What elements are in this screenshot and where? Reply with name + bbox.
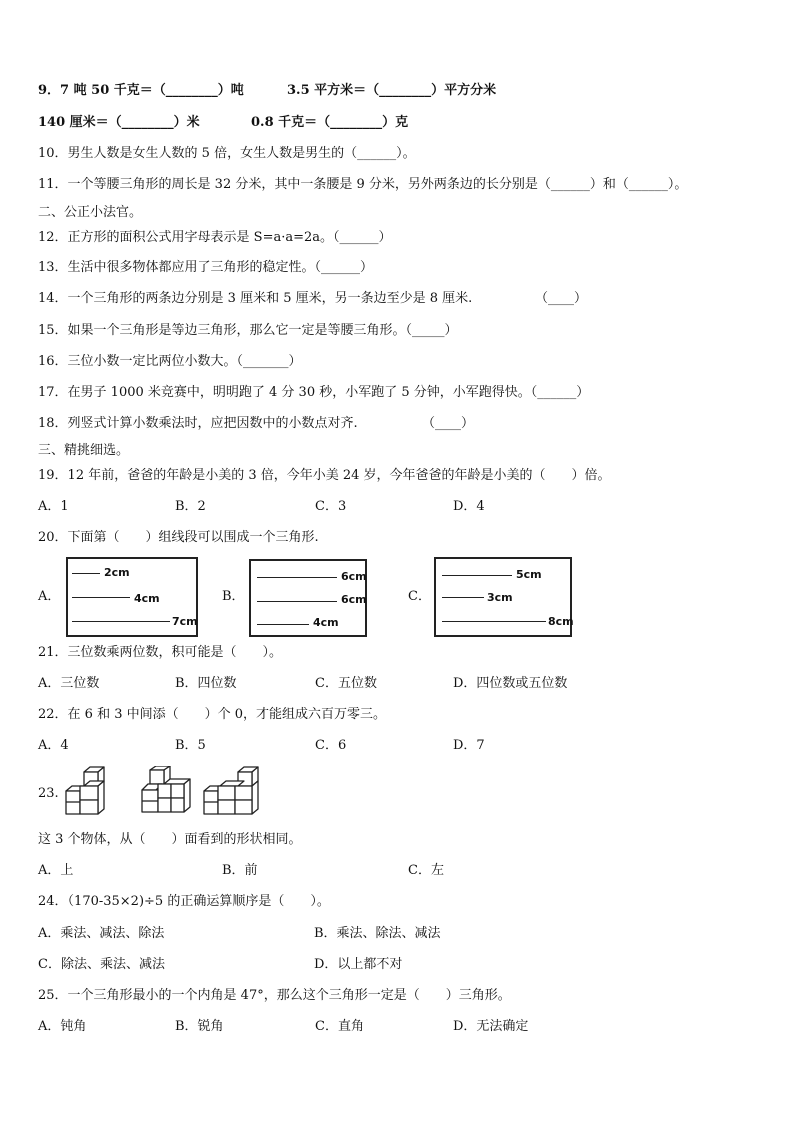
question-18: 18．列竖式计算小数乘法时，应把因数中的小数点对齐. <box>38 416 358 431</box>
q25-option-a: A．钝角 <box>38 1019 87 1034</box>
q20-figure-b <box>249 559 367 637</box>
q21-option-a: A．三位数 <box>38 676 100 691</box>
question-21: 21．三位数乘两位数，积可能是（ ）。 <box>38 645 283 660</box>
segment-label: 3cm <box>487 591 513 604</box>
question-14-blank: （____） <box>535 291 588 306</box>
q19-option-a: A．1 <box>38 499 69 514</box>
q22-option-b: B．5 <box>175 738 206 753</box>
segment-line <box>257 577 337 578</box>
question-9b: 3.5 平方米＝（________）平方分米 <box>287 83 497 98</box>
cube-object-3 <box>204 767 258 814</box>
segment-label: 4cm <box>134 592 160 605</box>
segment-label: 2cm <box>104 566 130 579</box>
q24-option-b: B．乘法、除法、减法 <box>314 926 441 941</box>
segment-label: 8cm <box>548 615 574 628</box>
question-9c: 140 厘米＝（________）米 <box>38 115 200 130</box>
segment-line <box>442 621 546 622</box>
cube-object-2 <box>142 766 190 812</box>
q25-option-b: B．锐角 <box>175 1019 224 1034</box>
segment-line <box>442 597 484 598</box>
question-11: 11．一个等腰三角形的周长是 32 分米，其中一条腰是 9 分米，另外两条边的长分别是（______）和（______）。 <box>38 177 688 192</box>
segment-label: 6cm <box>341 570 367 583</box>
q20-figure-a <box>66 557 198 637</box>
q24-option-d: D．以上都不对 <box>314 957 403 972</box>
question-20: 20．下面第（ ）组线段可以围成一个三角形. <box>38 530 319 545</box>
question-9d: 0.8 千克＝（________）克 <box>251 115 409 130</box>
q20-option-c-label: C． <box>408 589 431 604</box>
q21-option-b: B．四位数 <box>175 676 237 691</box>
q22-option-c: C．6 <box>315 738 347 753</box>
question-10: 10．男生人数是女生人数的 5 倍，女生人数是男生的（______）。 <box>38 146 416 161</box>
q19-option-c: C．3 <box>315 499 347 514</box>
segment-line <box>72 621 170 622</box>
question-16: 16．三位小数一定比两位小数大。（_______） <box>38 354 302 369</box>
segment-label: 6cm <box>341 593 367 606</box>
cube-object-1 <box>66 767 104 814</box>
question-9a: 9．7 吨 50 千克＝（________）吨 <box>38 83 244 98</box>
question-19: 19．12 年前，爸爸的年龄是小美的 3 倍，今年小美 24 岁，今年爸爸的年龄是小美的（ ）倍。 <box>38 468 611 483</box>
q19-option-d: D．4 <box>453 499 485 514</box>
question-24: 24．（170-35×2)÷5 的正确运算顺序是（ ）。 <box>38 894 330 909</box>
question-25: 25．一个三角形最小的一个内角是 47°，那么这个三角形一定是（ ）三角形。 <box>38 988 511 1003</box>
q22-option-d: D．7 <box>453 738 485 753</box>
question-12: 12．正方形的面积公式用字母表示是 S=a·a=2a。（______） <box>38 230 392 245</box>
q24-option-a: A．乘法、减法、除法 <box>38 926 165 941</box>
q20-figure-c <box>434 557 572 637</box>
cube-stacks-figure <box>62 766 272 818</box>
q25-option-d: D．无法确定 <box>453 1019 529 1034</box>
segment-label: 7cm <box>172 615 198 628</box>
question-13: 13．生活中很多物体都应用了三角形的稳定性。（______） <box>38 260 374 275</box>
segment-line <box>72 597 130 598</box>
question-23: 这 3 个物体，从（ ）面看到的形状相同。 <box>38 832 302 847</box>
q20-option-b-label: B． <box>222 589 245 604</box>
q21-option-d: D．四位数或五位数 <box>453 676 568 691</box>
question-17: 17．在男子 1000 米竞赛中，明明跑了 4 分 30 秒，小军跑了 5 分钟，小军跑得快。（______） <box>38 385 590 400</box>
q20-option-a-label: A． <box>38 589 61 604</box>
question-23-number: 23. <box>38 786 59 801</box>
q21-option-c: C．五位数 <box>315 676 377 691</box>
segment-line <box>72 573 100 574</box>
q22-option-a: A．4 <box>38 738 69 753</box>
segment-line <box>257 601 337 602</box>
q23-option-b: B．前 <box>222 863 258 878</box>
q19-option-b: B．2 <box>175 499 206 514</box>
question-18-blank: （____） <box>422 416 475 431</box>
segment-label: 4cm <box>313 616 339 629</box>
segment-line <box>442 575 512 576</box>
question-14: 14．一个三角形的两条边分别是 3 厘米和 5 厘米，另一条边至少是 8 厘米. <box>38 291 473 306</box>
segment-label: 5cm <box>516 568 542 581</box>
section-3-heading: 三、精挑细选。 <box>38 443 130 458</box>
q24-option-c: C．除法、乘法、减法 <box>38 957 165 972</box>
question-22: 22．在 6 和 3 中间添（ ）个 0，才能组成六百万零三。 <box>38 707 387 722</box>
q23-option-c: C．左 <box>408 863 444 878</box>
question-15: 15．如果一个三角形是等边三角形，那么它一定是等腰三角形。（_____） <box>38 323 458 338</box>
q25-option-c: C．直角 <box>315 1019 364 1034</box>
segment-line <box>257 624 309 625</box>
q23-option-a: A．上 <box>38 863 74 878</box>
section-2-heading: 二、公正小法官。 <box>38 205 143 220</box>
